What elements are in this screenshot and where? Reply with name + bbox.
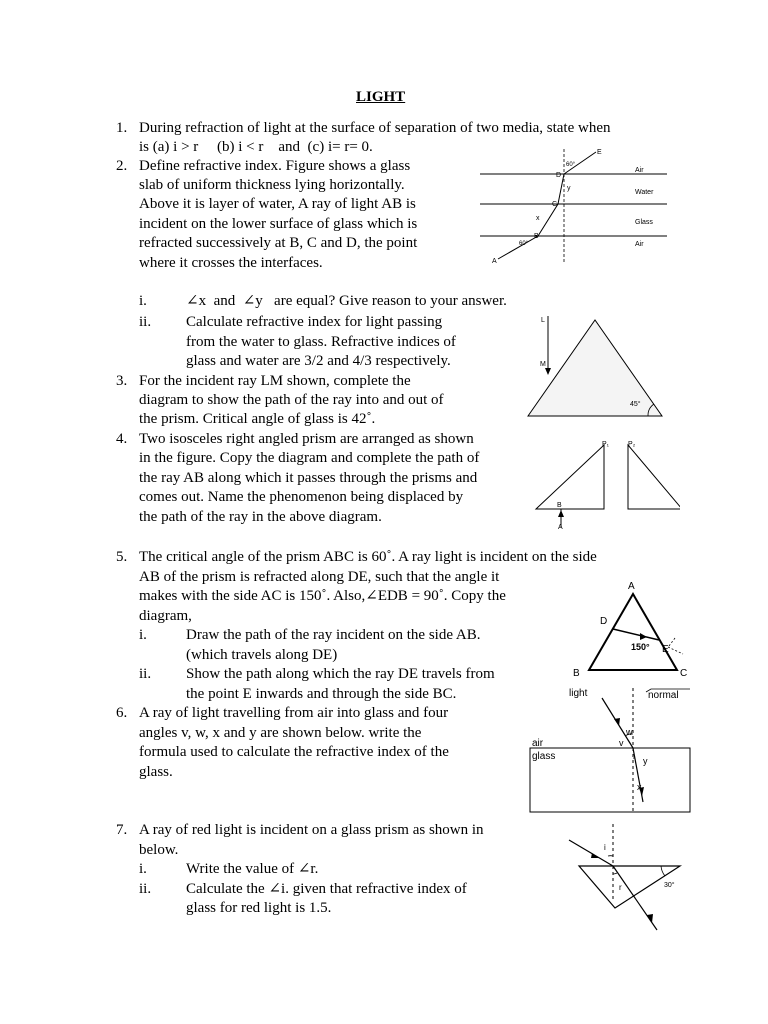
fig-label: air <box>532 738 544 749</box>
q7-sub-number: ii. <box>139 881 152 897</box>
fig-label: E <box>662 644 669 655</box>
q5-line: AB of the prism is refracted along DE, such that the angle it <box>139 569 500 585</box>
q4-figure-two-prisms <box>530 437 680 529</box>
fig-label: D <box>556 172 562 179</box>
page-title: LIGHT <box>356 89 406 105</box>
fig-label: C <box>680 668 688 679</box>
q6-number: 6. <box>116 705 128 721</box>
q6-line: A ray of light travelling from air into glass and four <box>139 705 449 721</box>
q3-line: diagram to show the path of the ray into and out of <box>139 392 444 408</box>
q2-sub-line: ∠x and ∠y are equal? Give reason to your answer. <box>186 293 507 309</box>
q6-line: angles v, w, x and y are shown below. write the <box>139 725 422 741</box>
q1-line: During refraction of light at the surface of separation of two media, state when <box>139 120 611 136</box>
fig-label: L <box>541 317 545 324</box>
fig-label: Air <box>635 241 644 248</box>
fig-label: 150° <box>631 642 650 652</box>
q4-line: the path of the ray in the above diagram. <box>139 509 382 525</box>
q5-sub-line: (which travels along DE) <box>186 647 338 663</box>
q7-sub-line: glass for red light is 1.5. <box>186 900 332 916</box>
fig-label: P₂ <box>628 441 636 448</box>
q2-line: Define refractive index. Figure shows a glass <box>139 158 411 174</box>
fig-label: P₁ <box>602 441 610 448</box>
q7-line: below. <box>139 842 179 858</box>
q7-figure-inverted-prism <box>535 820 695 935</box>
q5-line: diagram, <box>139 608 192 624</box>
q4-line: in the figure. Copy the diagram and complete the path of <box>139 450 480 466</box>
fig-label: 45° <box>630 401 641 408</box>
fig-label: A <box>628 581 635 592</box>
q5-line: makes with the side AC is 150˚. Also,∠EDB = 90˚. Copy the <box>139 588 506 604</box>
fig-label: x <box>536 215 540 222</box>
fig-label: Water <box>635 189 654 196</box>
q7-sub-line: Write the value of ∠r. <box>186 861 319 877</box>
fig-label: r <box>619 883 622 892</box>
q5-sub-number: i. <box>139 627 147 643</box>
q2-sub-number: i. <box>139 293 147 309</box>
q2-line: refracted successively at B, C and D, the point <box>139 235 418 251</box>
q3-line: For the incident ray LM shown, complete the <box>139 373 411 389</box>
q3-line: the prism. Critical angle of glass is 42˚. <box>139 411 376 427</box>
q2-sub-line: glass and water are 3/2 and 4/3 respectively. <box>186 353 451 369</box>
fig-label: E <box>597 149 602 156</box>
q3-figure-prism <box>520 312 670 420</box>
fig-label: B <box>534 233 539 240</box>
q2-number: 2. <box>116 158 128 174</box>
q2-sub-number: ii. <box>139 314 152 330</box>
q5-figure-prism-abc <box>565 576 695 680</box>
q6-line: formula used to calculate the refractive index of the <box>139 744 449 760</box>
fig-label: Glass <box>635 219 653 226</box>
q1-line: is (a) i > r (b) i < r and (c) i= r= 0. <box>139 139 373 155</box>
q7-line: A ray of red light is incident on a glass prism as shown in <box>139 822 484 838</box>
fig-label: M <box>540 361 546 368</box>
q6-figure-air-glass <box>520 684 700 816</box>
fig-label: w <box>626 727 633 737</box>
q5-sub-line: Show the path along which the ray DE travels from <box>186 666 495 682</box>
fig-label: y <box>643 756 648 766</box>
q7-sub-line: Calculate the ∠i. given that refractive index of <box>186 881 467 897</box>
fig-label: B <box>573 668 580 679</box>
q4-line: the ray AB along which it passes through the prisms and <box>139 470 478 486</box>
q5-sub-line: the point E inwards and through the side BC. <box>186 686 457 702</box>
q3-number: 3. <box>116 373 128 389</box>
q2-line: where it crosses the interfaces. <box>139 255 323 271</box>
q2-line: slab of uniform thickness lying horizontally. <box>139 177 405 193</box>
q7-sub-number: i. <box>139 861 147 877</box>
fig-label: v <box>619 738 624 748</box>
fig-label: C <box>552 201 558 208</box>
q6-line: glass. <box>139 764 173 780</box>
fig-label: A <box>492 258 497 265</box>
q5-sub-line: Draw the path of the ray incident on the side AB. <box>186 627 481 643</box>
fig-label: i <box>604 843 606 852</box>
fig-label: D <box>600 616 608 627</box>
q2-sub-line: from the water to glass. Refractive indices of <box>186 334 456 350</box>
fig-label: 60° <box>566 162 576 168</box>
fig-label: 60° <box>519 241 529 247</box>
fig-label: glass <box>532 751 556 762</box>
q2-figure-slab-diagram <box>472 144 677 266</box>
q2-sub-line: Calculate refractive index for light passing <box>186 314 443 330</box>
fig-label: x <box>637 782 642 792</box>
q4-number: 4. <box>116 431 128 447</box>
q4-line: Two isosceles right angled prism are arranged as shown <box>139 431 474 447</box>
q1-number: 1. <box>116 120 128 136</box>
fig-label: B <box>557 502 562 509</box>
fig-label: y <box>567 185 571 192</box>
q5-sub-number: ii. <box>139 666 152 682</box>
q4-line: comes out. Name the phenomenon being displaced by <box>139 489 464 505</box>
q5-number: 5. <box>116 549 128 565</box>
q2-line: Above it is layer of water, A ray of light AB is <box>139 196 416 212</box>
q7-number: 7. <box>116 822 128 838</box>
fig-label: A <box>558 524 563 529</box>
fig-label: normal <box>648 690 679 701</box>
fig-label: Air <box>635 167 644 174</box>
q2-line: incident on the lower surface of glass which is <box>139 216 418 232</box>
fig-label: light <box>569 688 588 699</box>
q5-line: The critical angle of the prism ABC is 60˚. A ray light is incident on the side <box>139 549 597 565</box>
fig-label: 30° <box>664 882 675 889</box>
